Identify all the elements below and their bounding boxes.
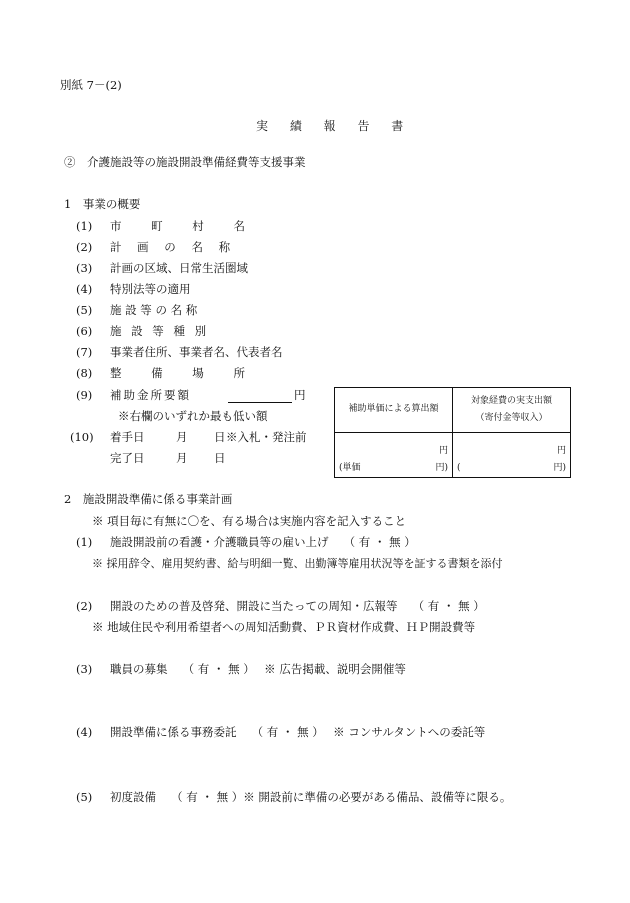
item-number: (5) <box>76 790 93 804</box>
item-number: (5) <box>76 303 93 317</box>
unit-price-yen: 円 <box>438 446 448 456</box>
actual-expense-header-line1: 対象経費の実支出額 <box>470 395 552 406</box>
unit-price-header-label: 補助単価による算出額 <box>348 404 439 415</box>
item-number: (3) <box>76 662 93 676</box>
item-number: (10) <box>70 430 94 444</box>
end-date-label: 完了日 <box>110 451 145 465</box>
unit-price-paren-open: (単価 <box>339 463 361 473</box>
item-number: (2) <box>76 599 93 613</box>
item-number: (3) <box>76 261 93 275</box>
item-number: (9) <box>76 388 93 402</box>
item-number: (1) <box>76 535 93 549</box>
start-month-unit: 月 <box>176 430 188 444</box>
item-label-plan-name: 計 画 の 名 称 <box>110 240 237 254</box>
section-heading: ② 介護施設等の施設開設準備経費等支援事業 <box>64 155 306 169</box>
item-number: (4) <box>76 725 93 739</box>
item-label-municipality: 市 町 村 名 <box>110 219 258 233</box>
item-number: (1) <box>76 219 93 233</box>
actual-expense-header-line2: （寄付金等収入） <box>475 413 548 423</box>
item-label-facility-type: 施 設 等 種 別 <box>110 324 210 338</box>
start-date-label: 着手日 <box>110 430 145 444</box>
end-month-unit: 月 <box>176 451 188 465</box>
end-day-unit: 日 <box>214 451 226 465</box>
part1-title: 1 事業の概要 <box>64 197 141 211</box>
plan-item-publicity: 開設のための普及啓発、開設に当たっての周知・広報等 （ 有 ・ 無 ） <box>110 599 485 613</box>
unit-price-header <box>335 388 453 433</box>
plan-item-publicity-note: ※ 地域住民や利用希望者への周知活動費、ＰＲ資材作成費、ＨＰ開設費等 <box>92 620 476 634</box>
part2-instruction: ※ 項目毎に有無に〇を、有る場合は実施内容を記入すること <box>92 514 407 528</box>
page-title: 実 績 報 告 書 <box>256 119 413 133</box>
actual-expense-header <box>453 388 571 433</box>
item-number: (6) <box>76 324 93 338</box>
item-label-facility-name: 施 設 等 の 名 称 <box>110 303 198 317</box>
unit-price-paren-close: 円) <box>435 463 448 473</box>
item-label-location: 整 備 場 所 <box>110 366 258 380</box>
actual-expense-amount-cell[interactable] <box>453 433 571 478</box>
unit-price-amount-cell[interactable] <box>335 433 453 478</box>
plan-item-initial-equipment: 初度設備 （ 有 ・ 無 ）※ 開設前に準備の必要がある備品、設備等に限る。 <box>110 790 512 804</box>
subsidy-note: ※右欄のいずれか最も低い額 <box>118 409 268 423</box>
cost-comparison-table <box>334 387 571 478</box>
item-label-special-law: 特別法等の適用 <box>110 282 191 296</box>
actual-expense-paren-close: 円) <box>553 463 566 473</box>
plan-item-admin-outsourcing: 開設準備に係る事務委託 （ 有 ・ 無 ） ※ コンサルタントへの委託等 <box>110 725 486 739</box>
item-number: (2) <box>76 240 93 254</box>
reference-number: 別紙 7－(2) <box>60 78 122 92</box>
item-label-subsidy-amount: 補助金所要額 <box>110 388 191 402</box>
start-date-note: ※入札・発注前 <box>226 430 307 444</box>
actual-expense-yen: 円 <box>556 446 566 456</box>
actual-expense-paren-open: ( <box>457 463 461 473</box>
item-label-plan-area: 計画の区域、日常生活圏域 <box>110 261 248 275</box>
subsidy-amount-blank[interactable] <box>228 402 292 403</box>
item-number: (7) <box>76 345 93 359</box>
item-number: (4) <box>76 282 93 296</box>
item-label-operator: 事業者住所、事業者名、代表者名 <box>110 345 283 359</box>
start-day-unit: 日 <box>214 430 226 444</box>
plan-item-recruitment: 職員の募集 （ 有 ・ 無 ） ※ 広告掲載、説明会開催等 <box>110 662 406 676</box>
subsidy-yen-unit: 円 <box>294 388 306 402</box>
item-number: (8) <box>76 366 93 380</box>
plan-item-staff-hiring: 施設開設前の看護・介護職員等の雇い上げ （ 有 ・ 無 ） <box>110 535 416 549</box>
part2-title: 2 施設開設準備に係る事業計画 <box>64 492 233 506</box>
plan-item-staff-hiring-note: ※ 採用辞令、雇用契約書、給与明細一覧、出勤簿等雇用状況等を証する書類を添付 <box>92 557 503 570</box>
